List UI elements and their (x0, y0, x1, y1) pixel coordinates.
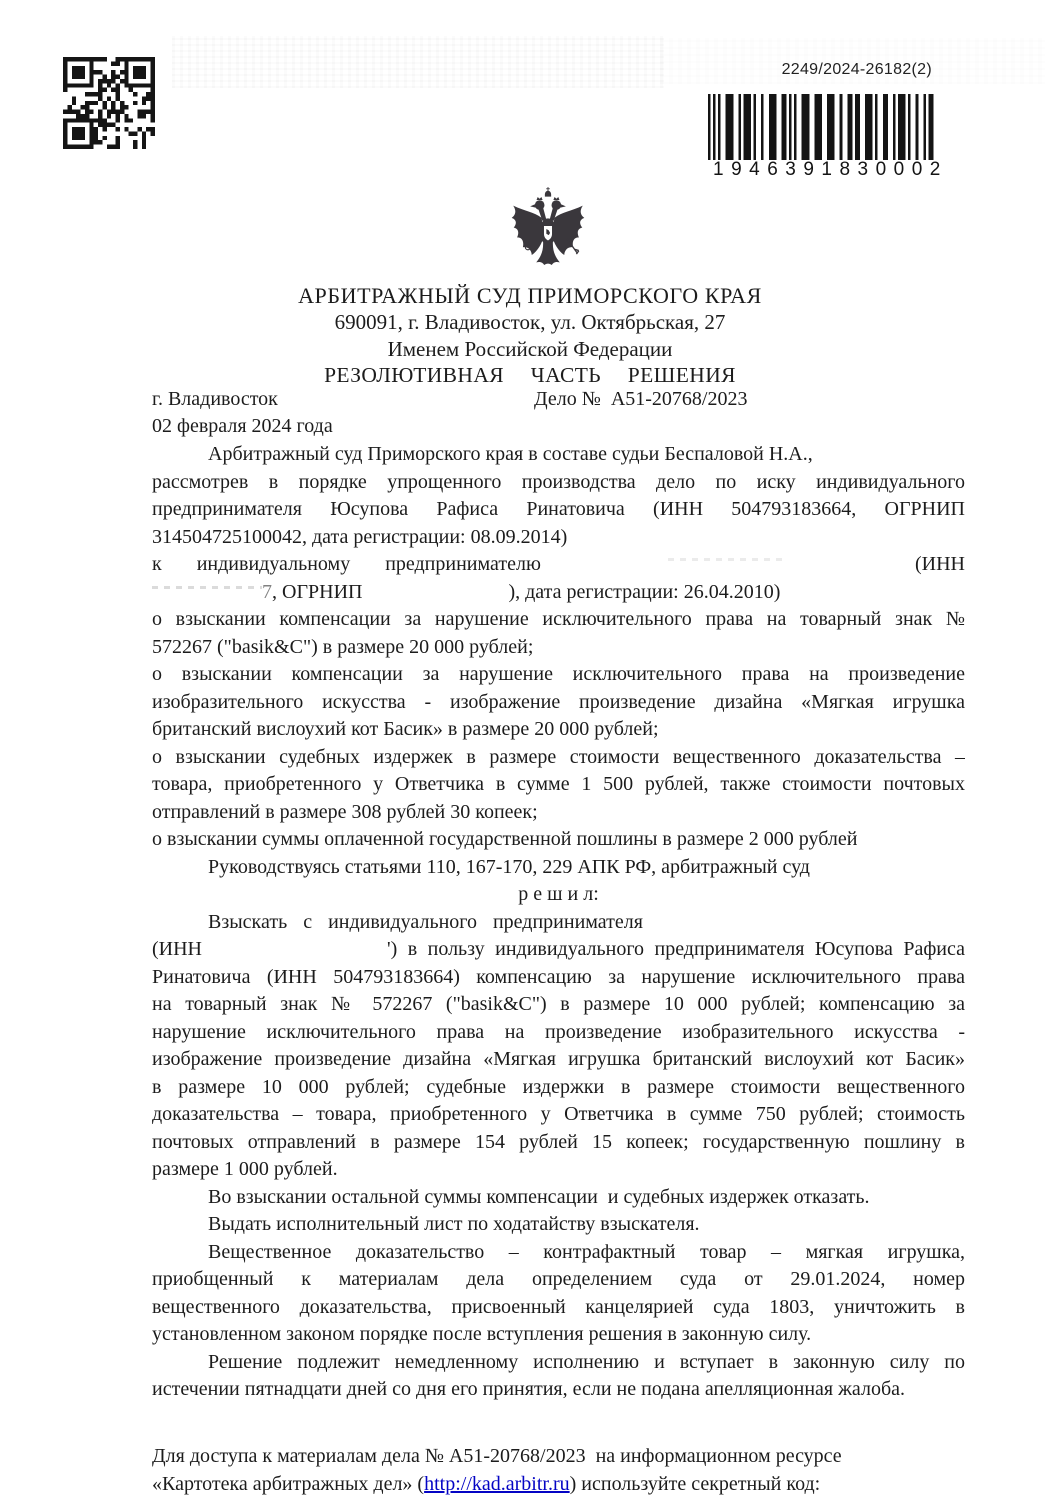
doc-line: рассмотрев в порядке упрощенного производства дело по иску индивидуального (152, 470, 965, 493)
award-line (152, 936, 965, 964)
respondent-label: к индивидуальному предпринимателю (152, 553, 541, 575)
redacted-gap (202, 954, 387, 955)
doc-line: о взыскании суммы оплаченной государственной пошлины в размере 2 000 рублей (152, 828, 858, 850)
qr-code (63, 57, 155, 149)
barcode-digits: 1946391830002 (713, 159, 948, 180)
document-number: 2249/2024-26182(2) (781, 61, 932, 78)
doc-line: о взыскании судебных издержек в размере стоимости вещественного доказательства – (152, 745, 965, 768)
doc-line: Взыскать с индивидуального предпринимателя (208, 910, 643, 933)
doc-line: 572267 ("basik&C") в размере 20 000 рублей; (152, 635, 534, 658)
doc-line: доказательства – товара, приобретенного у Ответчика в сумме 750 рублей; стоимость (152, 1103, 965, 1125)
decision-date: 02 февраля 2024 года (152, 415, 333, 437)
double-headed-eagle-icon (499, 184, 597, 283)
inn-open: (ИНН (152, 938, 202, 960)
doc-line: на товарный знак № 572267 ("basik&C") в размере 10 000 рублей; компенсацию за (152, 993, 965, 1015)
case-number: Дело № А51-20768/2023 (534, 388, 748, 410)
respondent-line-2 (152, 579, 965, 607)
doc-line: Арбитражный суд Приморского края в составе судьи Беспаловой Н.А., (208, 443, 813, 465)
doc-line: почтовых отправлений в размере 154 рублей 15 копеек; государственную пошлину в (152, 1130, 965, 1153)
registration-date: ), дата регистрации: 26.04.2010) (508, 580, 781, 603)
access-note (152, 1443, 965, 1498)
doc-line: британский вислоухий кот Басик» в размере 20 000 рублей; (152, 718, 659, 740)
doc-line: Руководствуясь статьями 110, 167-170, 229 АПК РФ, арбитражный суд (208, 855, 810, 878)
court-address: 690091, г. Владивосток, ул. Октябрьская, 27 (334, 310, 726, 334)
redacted-text (152, 585, 262, 598)
doc-line: вещественного доказательства, присвоенный канцелярией суда 1803, уничтожить в (152, 1295, 965, 1318)
decision-body (152, 441, 965, 1404)
access-note-line1: Для доступа к материалам дела № А51-20768/2023 на информационном ресурсе (152, 1445, 842, 1467)
doc-line: предпринимателя Юсупова Рафиса Ринатовича (ИНН 504793183664, ОГРНИП (152, 498, 965, 520)
doc-line: товара, приобретенного у Ответчика в сумме 1 500 рублей, также стоимости почтовых (152, 773, 965, 795)
doc-line: Решение подлежит немедленному исполнению и вступает в законную силу по (208, 1350, 965, 1373)
doc-line: изобразительного искусства - изображение произведение дизайна «Мягкая игрушка (152, 690, 965, 713)
doc-line: приобщенный к материалам дела определением суда от 29.01.2024, номер (152, 1268, 965, 1290)
barcode-bars (708, 94, 936, 160)
court-name: АРБИТРАЖНЫЙ СУД ПРИМОРСКОГО КРАЯ (298, 283, 762, 308)
doc-line: изображение произведение дизайна «Мягкая игрушка британский вислоухий кот Басик» (152, 1048, 965, 1070)
resolved-heading: р е ш и л: (518, 883, 599, 905)
access-note-prefix: «Картотека арбитражных дел» ( (152, 1472, 425, 1495)
doc-line: Ринатовича (ИНН 504793183664) компенсацию за нарушение исключительного права (152, 965, 965, 988)
inn-open: (ИНН (914, 553, 965, 575)
award-text: ') в пользу индивидуального предпринимателя Юсупова Рафиса (387, 938, 965, 960)
doc-line: о взыскании компенсации за нарушение исключительного права на произведение (152, 663, 965, 685)
doc-line: Выдать исполнительный лист по ходатайству взыскателя. (208, 1213, 700, 1235)
doc-line: нарушение исключительного права на произведение изобразительного искусства - (152, 1020, 965, 1043)
redacted-gap (362, 597, 508, 598)
doc-line: Вещественное доказательство – контрафактный товар – мягкая игрушка, (208, 1240, 965, 1263)
inn-remnant: 7 (262, 580, 272, 603)
doc-line: отправлений в размере 308 рублей 30 копеек; (152, 800, 538, 823)
doc-line: установленном законом порядке после вступления решения в законную силу. (152, 1323, 812, 1345)
doc-line: истечении пятнадцати дней со дня его принятия, если не подана апелляционная жалоба. (152, 1378, 906, 1400)
place-line: г. Владивосток (152, 388, 278, 410)
doc-line: о взыскании компенсации за нарушение исключительного права на товарный знак № (152, 608, 965, 630)
doc-line: Во взыскании остальной суммы компенсации и судебных издержек отказать. (208, 1185, 870, 1208)
redacted-text (668, 557, 788, 570)
respondent-line (152, 551, 965, 579)
document-title: РЕЗОЛЮТИВНАЯ ЧАСТЬ РЕШЕНИЯ (324, 363, 736, 387)
doc-line: в размере 10 000 рублей; судебные издержки в размере стоимости вещественного (152, 1075, 965, 1098)
doc-line: 314504725100042, дата регистрации: 08.09.2014) (152, 525, 568, 548)
ogrnip-label: , ОГРНИП (272, 580, 363, 603)
kad-arbitr-link[interactable]: http://kad.arbitr.ru (424, 1472, 570, 1495)
access-note-line2 (152, 1471, 965, 1499)
access-note-suffix: ) используйте секретный код: (569, 1472, 821, 1495)
in-the-name-line: Именем Российской Федерации (387, 337, 673, 361)
barcode (708, 94, 948, 180)
doc-line: размере 1 000 рублей. (152, 1158, 338, 1180)
scan-noise (172, 36, 664, 88)
